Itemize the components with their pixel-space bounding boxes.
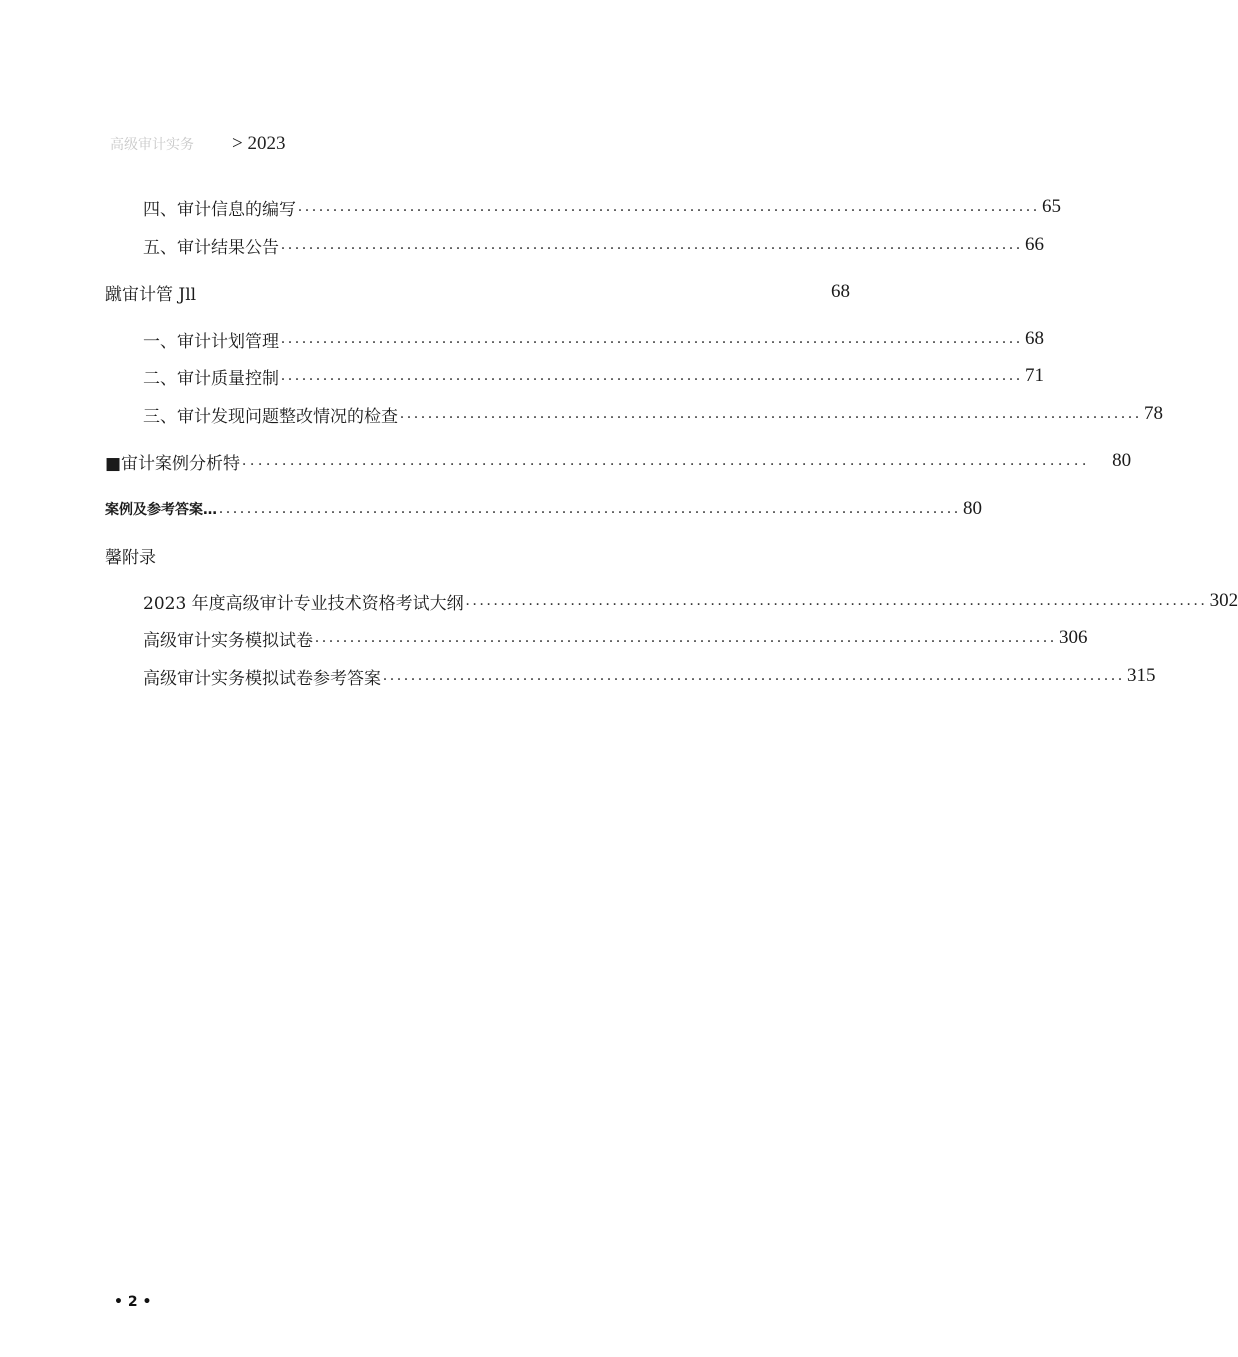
toc-chapter-title: 馨附录 [105,547,156,568]
toc-chapter-title: 蹴宙计管 Jll [105,284,197,305]
toc-entry-page: 302 [1209,590,1238,611]
page-number: • 2 • [114,1294,152,1310]
toc-entry-title: 一、审计计划管理 [143,331,279,352]
toc-entry[interactable] [0,587,1238,615]
toc-entry-page: 68 [1025,328,1044,349]
toc-entry-page: 66 [1025,234,1044,255]
dot-leader: .......................................................................................................... [242,452,1091,469]
toc-entry-title: 五、审计结果公告 [143,237,279,258]
toc-entry-page: 78 [1144,403,1163,424]
dot-leader: .......................................................................................................... [465,592,1208,609]
dot-leader: .......................................................................................................... [383,667,1125,684]
toc-entry-title: 三、审计发现问题整改情况的检查 [143,406,398,427]
running-header [110,132,285,156]
toc-entry[interactable] [0,231,1044,259]
toc-entry-page: 80 [963,498,982,519]
dot-leader: .......................................................................................................... [298,198,1040,215]
dot-leader: .......................................................................................................... [281,367,1023,384]
toc-entry-title: 2023 年度高级审计专业技术资格考试大纲 [143,593,464,614]
toc-entry-title: 四、审计信息的编写 [143,199,296,220]
toc-entry-page: 306 [1059,627,1088,648]
dot-leader: .......................................................................................................... [219,500,961,517]
toc-entry[interactable] [0,624,1088,652]
toc-chapter[interactable] [0,447,1132,475]
toc-entry-title: 案例及参考答案… [105,502,217,518]
toc-entry[interactable] [0,400,1163,428]
dot-leader: .......................................................................................................... [315,629,1057,646]
dot-leader: .......................................................................................................... [281,330,1023,347]
toc-chapter-page: 68 [831,281,850,302]
toc-entry-title: 二、审计质量控制 [143,368,279,389]
toc-entry-title: 高级审计实务模拟试卷参考答案 [143,668,381,689]
header-book-title: 高级审计实务 [110,137,194,153]
toc-entry[interactable] [0,495,982,523]
toc-chapter-title: ■宙计案例分析特 [105,453,241,474]
header-year: > 2023 [232,133,286,154]
toc-entry[interactable] [0,193,1061,221]
toc-entry[interactable] [0,325,1044,353]
toc-chapter-page: 80 [1112,450,1132,471]
dot-leader: .......................................................................................................... [281,236,1023,253]
toc-entry-title: 高级审计实务模拟试卷 [143,630,313,651]
toc-entry[interactable] [0,362,1044,390]
dot-leader: .......................................................................................................... [400,405,1142,422]
toc-entry[interactable] [0,662,1156,690]
toc-entry-page: 65 [1042,196,1061,217]
toc-chapter[interactable] [0,541,950,569]
toc-entry-page: 71 [1025,365,1044,386]
toc-entry-page: 315 [1127,665,1156,686]
toc-chapter[interactable] [0,278,950,306]
